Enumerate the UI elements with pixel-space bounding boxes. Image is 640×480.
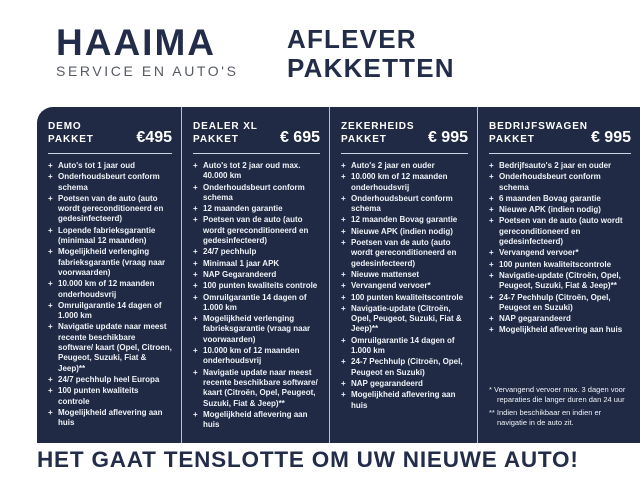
item-text: Omruilgarantie 14 dagen of 1.000 km (58, 300, 162, 321)
package-item (489, 314, 631, 324)
plus-icon: + (341, 357, 346, 367)
item-text: Vervangend vervoer* (351, 281, 431, 291)
item-text: Lopende fabrieksgarantie (minimaal 12 maanden) (58, 225, 156, 246)
item-text: NAP gegarandeerd (351, 378, 423, 388)
package-column (182, 107, 330, 443)
item-text: 24-7 Pechhulp (Citroën, Opel, Peugeot en Suzuki) (499, 292, 611, 312)
package-item (193, 410, 320, 431)
plus-icon: + (48, 407, 53, 417)
package-name-line: PAKKET (193, 134, 239, 145)
package-item (48, 301, 172, 322)
package-header (193, 120, 320, 146)
item-text: 100 punten kwaliteitscontrole (351, 292, 464, 302)
plus-icon: + (48, 300, 53, 310)
item-text: 24/7 pechhulp heel Europa (58, 374, 160, 384)
item-text: Navigatie update naar meest recente beschikbare software/ kaart (Citroën, Opel, Peugeot, Suzuki, Fiat & Jeep)** (203, 367, 318, 408)
package-item (48, 322, 172, 373)
package-name-line: DEALER XL (193, 121, 258, 132)
plus-icon: + (341, 390, 346, 400)
plus-icon: + (48, 386, 53, 396)
item-text: Poetsen van de auto (auto wordt gereconditioneerd en gedesinfecteerd) (351, 238, 457, 268)
package-item (341, 336, 468, 357)
item-text: Auto's tot 2 jaar oud max. 40.000 km (203, 161, 301, 181)
footnote: ** Indien beschikbaar en indien er navigatie in de auto zit. (489, 408, 602, 427)
package-item (341, 390, 468, 411)
item-text: Onderhoudsbeurt conform schema (203, 182, 305, 202)
plus-icon: + (489, 205, 494, 215)
item-text: Poetsen van de auto (auto wordt gereconditioneerd en gedesinfecteerd) (203, 215, 309, 246)
package-item (489, 172, 631, 193)
plus-icon: + (48, 193, 53, 203)
package-item (341, 215, 468, 225)
package-item (48, 279, 172, 300)
plus-icon: + (341, 378, 346, 388)
package-item (48, 375, 172, 385)
plus-icon: + (341, 226, 346, 236)
header-divider (489, 153, 631, 154)
item-text: Minimaal 1 jaar APK (203, 258, 280, 268)
package-name-line: ZEKERHEIDS (341, 121, 415, 132)
package-item (341, 161, 468, 171)
item-text: Onderhoudsbeurt conform schema (58, 172, 160, 192)
logo-name: HAAIMA (56, 22, 216, 63)
package-column (478, 107, 640, 443)
package-header (341, 120, 468, 146)
plus-icon: + (341, 161, 346, 170)
plus-icon: + (193, 367, 198, 377)
plus-icon: + (193, 258, 198, 268)
item-text: 10.000 km of 12 maanden onderhoudsvrij (351, 172, 448, 192)
footnotes (489, 385, 631, 431)
item-text: Onderhoudsbeurt conform schema (351, 193, 453, 214)
plus-icon: + (341, 215, 346, 225)
package-item (489, 325, 631, 335)
item-text: Nieuwe APK (indien nodig) (351, 226, 453, 236)
item-text: 24/7 pechhulp (203, 247, 257, 257)
plus-icon: + (489, 325, 494, 335)
package-item (341, 304, 468, 335)
item-text: Navigatie-update (Citroën, Opel, Peugeot, Suzuki, Fiat & Jeep)** (499, 270, 621, 291)
item-text: Mogelijkheid aflevering aan huis (58, 407, 163, 428)
plus-icon: + (341, 193, 346, 203)
item-text: Omruilgarantie 14 dagen of 1.000 km (351, 335, 455, 356)
package-item (341, 379, 468, 389)
package-items (341, 161, 468, 412)
plus-icon: + (193, 269, 198, 279)
item-text: Auto's 2 jaar en ouder (351, 161, 435, 170)
plus-icon: + (193, 409, 198, 419)
item-text: Mogelijkheid verlenging fabrieksgarantie (vraag naar voorwaarden) (58, 247, 166, 277)
packages-panel (37, 107, 640, 443)
item-text: 6 maanden Bovag garantie (499, 193, 601, 203)
package-item (341, 357, 468, 378)
plus-icon: + (489, 161, 494, 170)
plus-icon: + (48, 279, 53, 289)
package-price: € 995 (590, 129, 631, 146)
tagline: HET GAAT TENSLOTTE OM UW NIEUWE AUTO! (37, 447, 579, 472)
package-item (193, 293, 320, 314)
package-item (489, 161, 631, 171)
plus-icon: + (193, 247, 198, 257)
plus-icon: + (341, 238, 346, 248)
package-name (48, 120, 94, 146)
item-text: 100 punten kwaliteits controle (203, 281, 318, 291)
header-divider (341, 153, 468, 154)
package-item (193, 314, 320, 345)
plus-icon: + (341, 172, 346, 182)
plus-icon: + (341, 292, 346, 302)
plus-icon: + (489, 314, 494, 324)
package-name (489, 120, 588, 146)
item-text: Auto's tot 1 jaar oud (58, 161, 136, 170)
package-item (48, 172, 172, 193)
package-item (193, 368, 320, 409)
package-item (193, 161, 320, 182)
package-item (489, 248, 631, 258)
package-column (37, 107, 182, 443)
item-text: Poetsen van de auto (auto wordt gereconditioneerd en gedesinfecteerd) (499, 216, 623, 247)
item-text: Nieuwe APK (indien nodig) (499, 205, 601, 215)
item-text: Vervangend vervoer* (499, 248, 579, 258)
plus-icon: + (193, 314, 198, 324)
plus-icon: + (489, 248, 494, 258)
package-items (48, 161, 172, 429)
page-title (287, 25, 455, 82)
package-name-line: BEDRIJFSWAGEN (489, 121, 588, 132)
item-text: Navigatie-update (Citroën, Opel, Peugeot, Suzuki, Fiat & Jeep)** (351, 303, 462, 334)
item-text: Mogelijkheid aflevering aan huis (203, 409, 308, 430)
header-divider (193, 153, 320, 154)
plus-icon: + (48, 374, 53, 384)
logo-subtitle: SERVICE EN AUTO'S (56, 63, 239, 79)
plus-icon: + (48, 161, 53, 170)
package-item (489, 260, 631, 270)
package-price: € 695 (279, 129, 320, 146)
plus-icon: + (193, 346, 198, 356)
package-items (193, 161, 320, 431)
plus-icon: + (341, 281, 346, 291)
item-text: NAP gegarandeerd (499, 314, 571, 324)
plus-icon: + (489, 259, 494, 269)
item-text: Navigatie update naar meest recente beschikbare software/ kaart (Opel, Citroen, Peugeot, Suzuki, Fiat & Jeep)** (58, 322, 172, 373)
plus-icon: + (489, 270, 494, 280)
package-column (330, 107, 478, 443)
plus-icon: + (489, 292, 494, 302)
plus-icon: + (193, 215, 198, 225)
plus-icon: + (193, 281, 198, 291)
package-header (48, 120, 172, 146)
plus-icon: + (48, 172, 53, 182)
plus-icon: + (341, 303, 346, 313)
package-item (489, 293, 631, 314)
package-name-line: PAKKET (489, 134, 535, 145)
plus-icon: + (48, 225, 53, 235)
package-item (341, 194, 468, 215)
page-title-line2: PAKKETTEN (287, 52, 455, 83)
item-text: 12 maanden garantie (203, 204, 283, 214)
package-name-line: DEMO (48, 121, 82, 132)
item-text: Omruilgarantie 14 dagen of 1.000 km (203, 292, 307, 312)
item-text: Bedrijfsauto's 2 jaar en ouder (499, 161, 612, 170)
package-item (48, 194, 172, 225)
item-text: Poetsen van de auto (auto wordt gereconditioneerd en gedesinfecteerd) (58, 193, 164, 224)
package-header (489, 120, 631, 146)
item-text: Mogelijkheid verlenging fabrieksgarantie (vraag naar voorwaarden) (203, 314, 311, 344)
package-item (489, 205, 631, 215)
plus-icon: + (193, 182, 198, 192)
package-item (48, 247, 172, 278)
package-item (489, 194, 631, 204)
package-item (489, 216, 631, 247)
package-item (193, 270, 320, 280)
package-price: € 995 (427, 129, 468, 146)
item-text: 100 punten kwaliteits controle (58, 386, 139, 406)
page-title-line1: AFLEVER (287, 24, 417, 54)
package-item (48, 386, 172, 407)
package-item (48, 226, 172, 247)
plus-icon: + (341, 269, 346, 279)
item-text: NAP Gegarandeerd (203, 269, 277, 279)
item-text: 12 maanden Bovag garantie (351, 215, 458, 225)
package-item (193, 346, 320, 367)
package-item (489, 271, 631, 292)
package-item (341, 281, 468, 291)
package-name (341, 120, 414, 146)
plus-icon: + (489, 172, 494, 182)
package-items (489, 161, 631, 337)
plus-icon: + (193, 204, 198, 214)
header-divider (48, 153, 172, 154)
package-item (341, 238, 468, 269)
item-text: Mogelijkheid aflevering aan huis (351, 390, 456, 410)
package-price: €495 (136, 129, 172, 146)
package-item (341, 293, 468, 303)
plus-icon: + (48, 247, 53, 257)
package-item (341, 270, 468, 280)
package-item (193, 281, 320, 291)
package-name-line: PAKKET (341, 134, 387, 145)
package-item (193, 204, 320, 214)
item-text: 10.000 km of 12 maanden onderhoudsvrij (203, 346, 300, 366)
plus-icon: + (489, 216, 494, 226)
plus-icon: + (341, 335, 346, 345)
plus-icon: + (48, 322, 53, 332)
plus-icon: + (193, 161, 198, 170)
footnote: * Vervangend vervoer max. 3 dagen voor reparaties die langer duren dan 24 uur (489, 385, 626, 404)
package-item (48, 408, 172, 429)
item-text: 10.000 km of 12 maanden onderhoudsvrij (58, 279, 155, 299)
item-text: Nieuwe mattenset (351, 269, 420, 279)
item-text: Mogelijkheid aflevering aan huis (499, 325, 623, 335)
package-item (193, 215, 320, 246)
package-item (193, 259, 320, 269)
plus-icon: + (489, 193, 494, 203)
package-item (193, 183, 320, 204)
item-text: Onderhoudsbeurt conform schema (499, 172, 601, 192)
package-item (193, 247, 320, 257)
package-name (193, 120, 258, 146)
plus-icon: + (193, 292, 198, 302)
package-item (341, 227, 468, 237)
package-name-line: PAKKET (48, 134, 94, 145)
item-text: 100 punten kwaliteitscontrole (499, 259, 612, 269)
package-item (341, 172, 468, 193)
haaima-logo (56, 24, 239, 79)
item-text: 24-7 Pechhulp (Citroën, Opel, Peugeot en Suzuki) (351, 357, 463, 377)
package-item (48, 161, 172, 171)
